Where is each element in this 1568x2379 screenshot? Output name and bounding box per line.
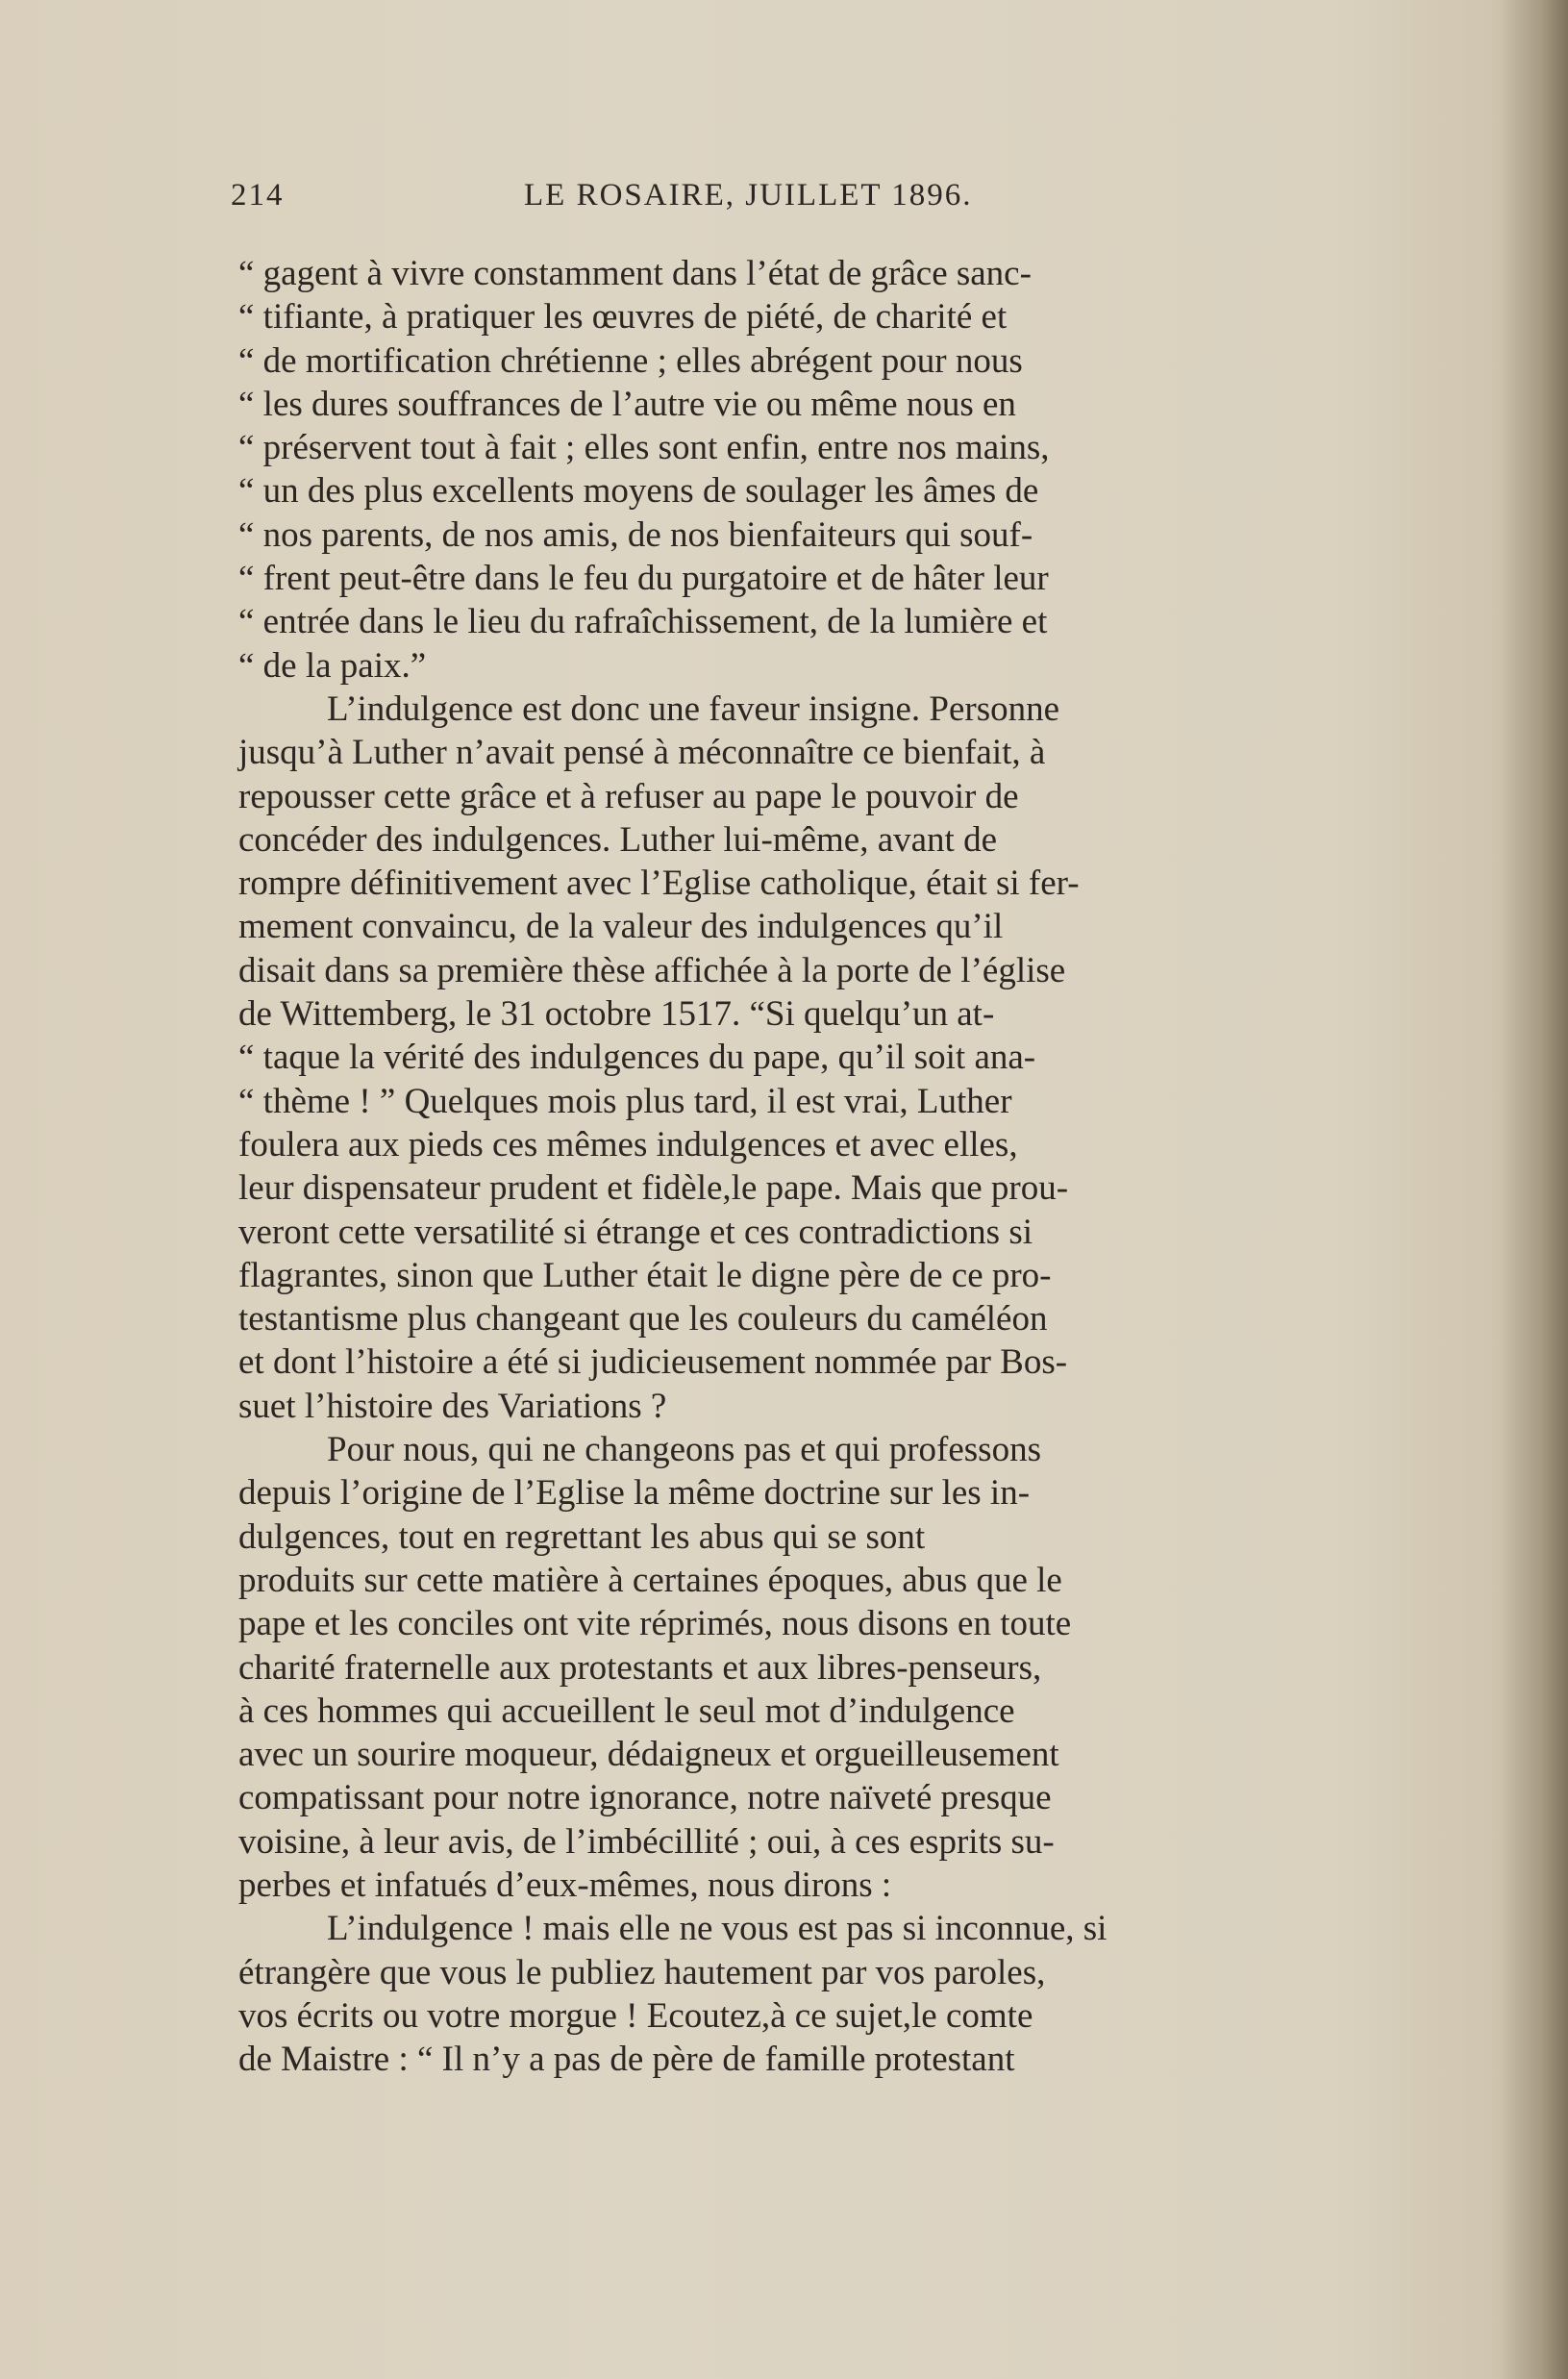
text-line: concéder des indulgences. Luther lui-même, avant de [238, 819, 998, 860]
text-line: veront cette versatilité si étrange et ces contradictions si [238, 1212, 1033, 1252]
text-line: avec un sourire moqueur, dédaigneux et orgueilleusement [238, 1735, 1059, 1775]
body-text [238, 252, 1440, 2081]
running-title: LE ROSAIRE, JUILLET 1896. [524, 178, 973, 213]
paragraph-start-line: Pour nous, qui ne changeons pas et qui professons [327, 1430, 1041, 1470]
text-line: “ entrée dans le lieu du rafraîchissement, de la lumière et [238, 602, 1048, 642]
page-number: 214 [231, 178, 285, 213]
text-line: leur dispensateur prudent et fidèle,le pape. Mais que prou- [238, 1168, 1069, 1209]
page-header [231, 178, 1408, 226]
text-line: de Maistre : “ Il n’y a pas de père de famille protestant [238, 2040, 1015, 2080]
text-line: testantisme plus changeant que les couleurs du caméléon [238, 1299, 1048, 1340]
paragraph-start-line: L’indulgence ! mais elle ne vous est pas si inconnue, si [327, 1909, 1108, 1949]
text-line: pape et les conciles ont vite réprimés, nous disons en toute [238, 1604, 1072, 1644]
text-line: “ nos parents, de nos amis, de nos bienfaiteurs qui souf- [238, 514, 1033, 555]
text-line: “ tifiante, à pratiquer les œuvres de piété, de charité et [238, 297, 1008, 338]
text-line: rompre définitivement avec l’Eglise catholique, était si fer- [238, 864, 1080, 904]
text-line: charité fraternelle aux protestants et aux libres-penseurs, [238, 1647, 1042, 1688]
text-line: perbes et infatués d’eux-mêmes, nous dirons : [238, 1865, 892, 1905]
text-line: “ thème ! ” Quelques mois plus tard, il est vrai, Luther [238, 1081, 1012, 1121]
text-line: produits sur cette matière à certaines époques, abus que le [238, 1560, 1062, 1600]
text-line: “ de la paix.” [238, 645, 427, 686]
text-line: “ préservent tout à fait ; elles sont enfin, entre nos mains, [238, 428, 1050, 468]
text-line: “ frent peut-être dans le feu du purgatoire et de hâter leur [238, 559, 1049, 599]
text-line: depuis l’origine de l’Eglise la même doctrine sur les in- [238, 1473, 1031, 1514]
page-gutter-shadow [1501, 0, 1568, 2379]
text-line: voisine, à leur avis, de l’imbécillité ; oui, à ces esprits su- [238, 1821, 1055, 1862]
text-line: repousser cette grâce et à refuser au pape le pouvoir de [238, 776, 1019, 816]
text-line: et dont l’histoire a été si judicieusement nommée par Bos- [238, 1342, 1068, 1383]
text-line: à ces hommes qui accueillent le seul mot d’indulgence [238, 1690, 1015, 1731]
text-line: étrangère que vous le publiez hautement par vos paroles, [238, 1952, 1046, 1992]
text-line: de Wittemberg, le 31 octobre 1517. “Si quelqu’un at- [238, 994, 995, 1035]
text-line: mement convaincu, de la valeur des indulgences qu’il [238, 907, 1004, 947]
text-line: “ les dures souffrances de l’autre vie ou même nous en [238, 384, 1016, 424]
text-line: dulgences, tout en regrettant les abus qui se sont [238, 1516, 926, 1557]
text-line: vos écrits ou votre morgue ! Ecoutez,à ce sujet,le comte [238, 1995, 1033, 2036]
text-line: flagrantes, sinon que Luther était le digne père de ce pro- [238, 1255, 1052, 1295]
text-line: “ taque la vérité des indulgences du pape, qu’il soit ana- [238, 1038, 1036, 1078]
text-line: foulera aux pieds ces mêmes indulgences et avec elles, [238, 1124, 1018, 1164]
text-line: disait dans sa première thèse affichée à la porte de l’église [238, 950, 1066, 990]
text-line: compatissant pour notre ignorance, notre naïveté presque [238, 1778, 1052, 1818]
text-line: “ gagent à vivre constamment dans l’état de grâce sanc- [238, 254, 1032, 293]
text-line: suet l’histoire des Variations ? [238, 1386, 667, 1426]
text-line: “ un des plus excellents moyens de soulager les âmes de [238, 471, 1039, 512]
text-line: jusqu’à Luther n’avait pensé à méconnaître ce bienfait, à [238, 733, 1046, 773]
paragraph-start-line: L’indulgence est donc une faveur insigne. Personne [327, 689, 1060, 729]
text-line: “ de mortification chrétienne ; elles abrégent pour nous [238, 340, 1023, 381]
